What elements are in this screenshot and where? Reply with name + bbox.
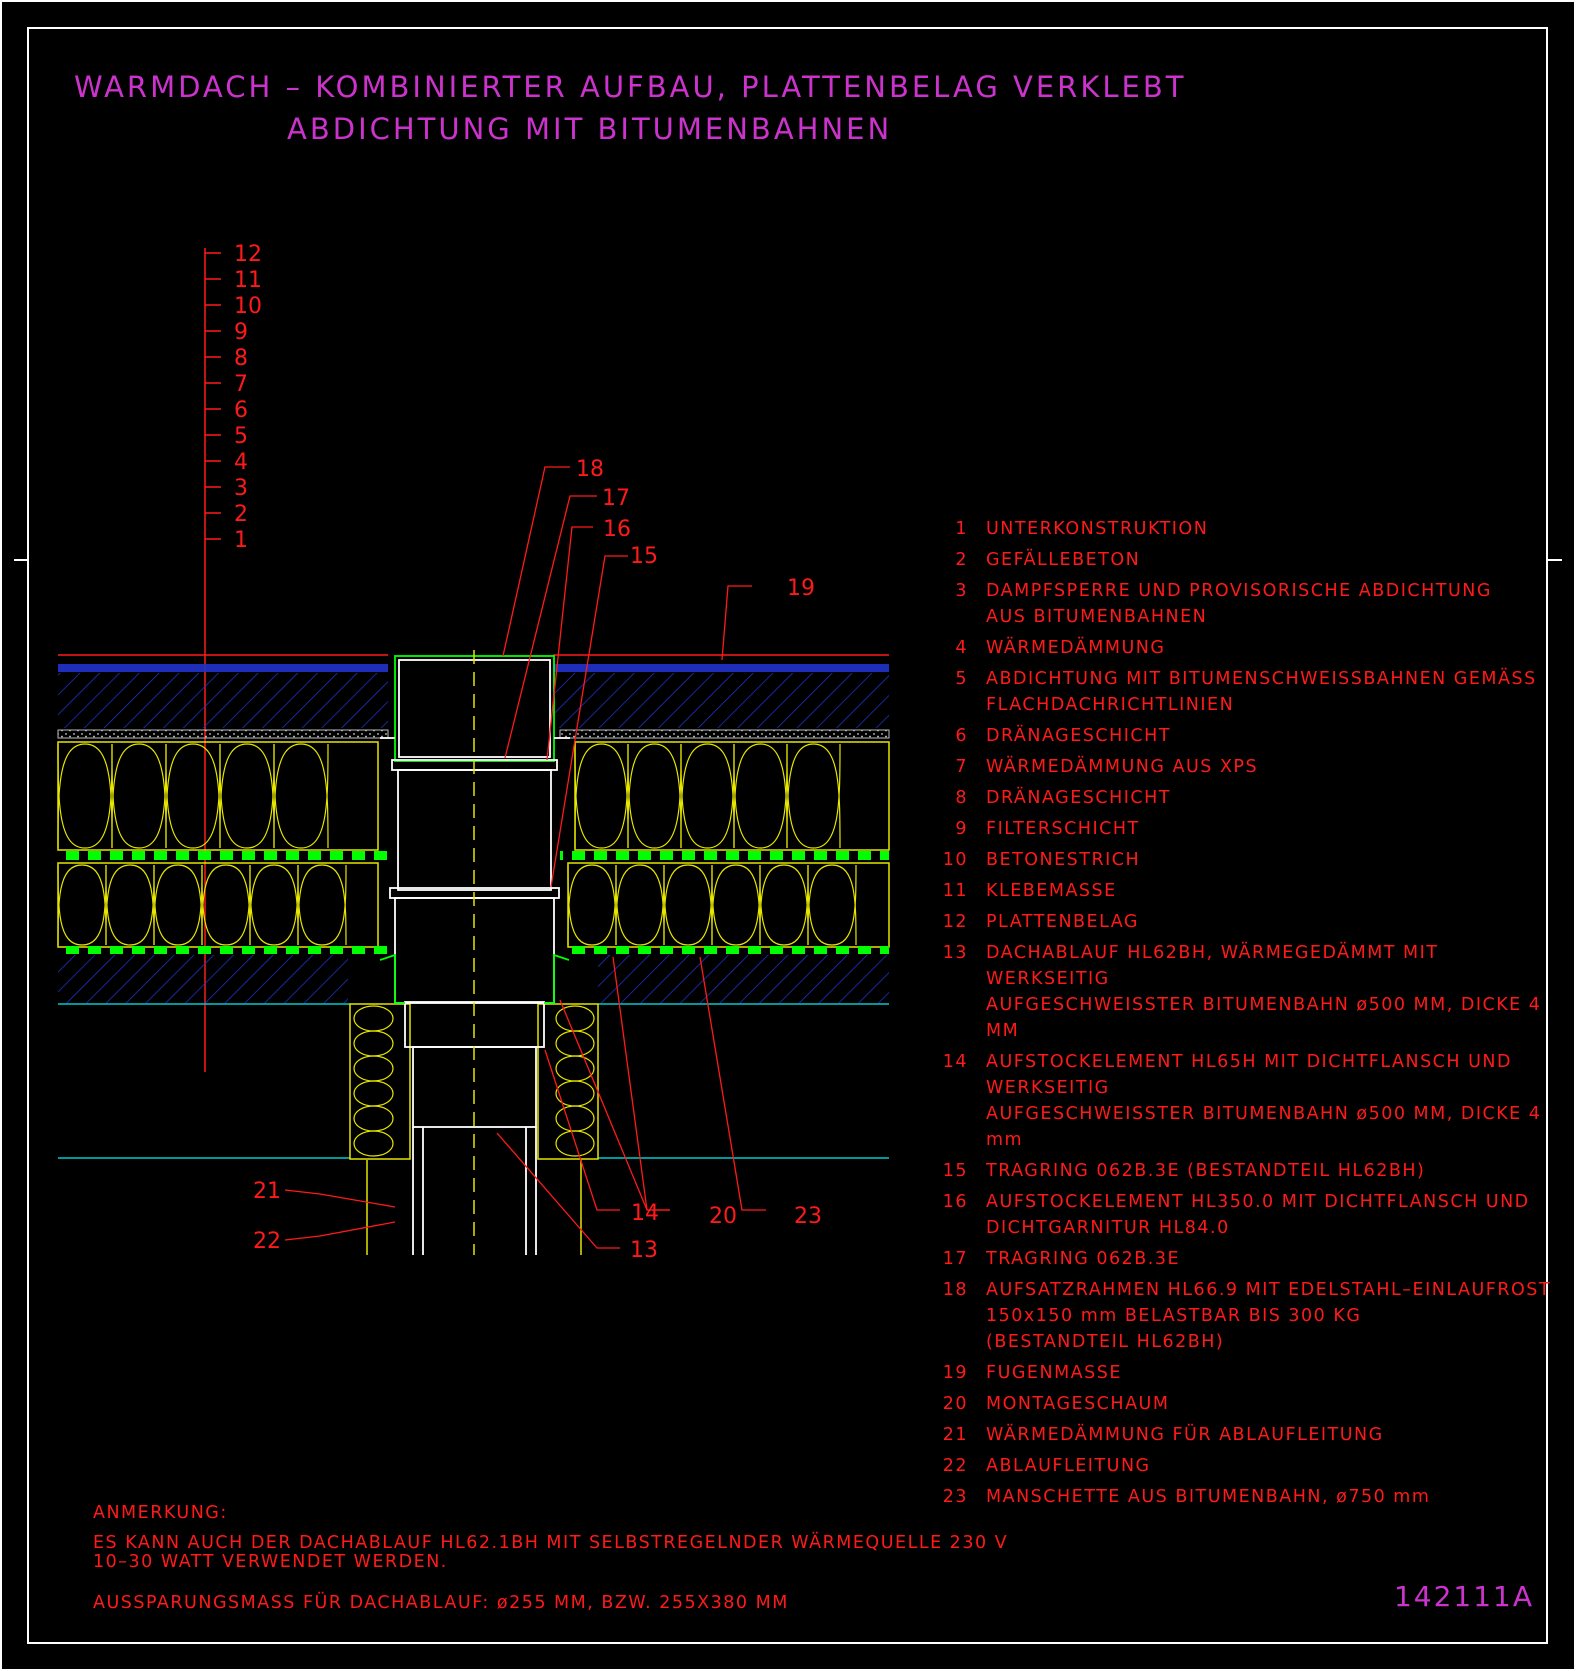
legend-item (920, 1049, 1560, 1153)
legend-text: ABDICHTUNG MIT BITUMENSCHWEISSBAHNEN GEMÄSS FLACHDACHRICHTLINIEN (986, 669, 1537, 715)
insulation-loop (354, 1131, 393, 1156)
callout-19: 19 (787, 576, 815, 601)
legend-item (920, 909, 1560, 935)
legend-item (920, 1391, 1560, 1417)
note-text-2: AUSSPARUNGSMASS FÜR DACHABLAUF: ø255 MM, BZW. 255X380 MM (93, 1593, 789, 1613)
note-text-1: ES KANN AUCH DER DACHABLAUF HL62.1BH MIT SELBSTREGELNDER WÄRMEQUELLE 230 V 10–30 WATT VERWENDET WERDEN. (93, 1533, 1009, 1572)
legend-text: DRÄNAGESCHICHT (986, 788, 1171, 808)
callout-17: 17 (602, 486, 630, 511)
legend-number: 4 (955, 638, 968, 658)
legend-number: 17 (942, 1249, 968, 1269)
callout-23: 23 (794, 1204, 822, 1229)
legend-item (920, 816, 1560, 842)
legend-number: 20 (942, 1394, 968, 1414)
callout-15: 15 (630, 544, 658, 569)
legend-text: TRAGRING 062B.3E (986, 1249, 1181, 1269)
layer-scale-label: 12 (234, 242, 262, 267)
insulation-loop (354, 1006, 393, 1031)
legend-text: WÄRMEDÄMMUNG (986, 638, 1166, 658)
legend-number: 6 (955, 726, 968, 746)
legend-list (920, 516, 1560, 1515)
legend-item (920, 1360, 1560, 1386)
legend-text: WÄRMEDÄMMUNG AUS XPS (986, 757, 1259, 777)
layer-scale-label: 7 (234, 372, 248, 397)
callout-13: 13 (630, 1238, 658, 1263)
drawing-number: 142111A (1393, 1580, 1534, 1613)
legend-number: 23 (942, 1487, 968, 1507)
callout-20: 20 (709, 1204, 737, 1229)
legend-number: 5 (955, 669, 968, 689)
legend-text: MANSCHETTE AUS BITUMENBAHN, ø750 mm (986, 1487, 1431, 1507)
callout-18: 18 (576, 457, 604, 482)
legend-item (920, 1484, 1560, 1510)
legend-item (920, 635, 1560, 661)
legend-text: WÄRMEDÄMMUNG FÜR ABLAUFLEITUNG (986, 1425, 1384, 1445)
insulation-loop (354, 1106, 393, 1131)
legend-number: 12 (942, 912, 968, 932)
insulation-loop (354, 1081, 393, 1106)
legend-item (920, 1246, 1560, 1272)
legend-text: DAMPFSPERRE UND PROVISORISCHE ABDICHTUNG AUS BITUMENBAHNEN (986, 581, 1492, 627)
legend-item (920, 578, 1560, 630)
legend-text: BETONESTRICH (986, 850, 1141, 870)
legend-number: 8 (955, 788, 968, 808)
legend-number: 15 (942, 1161, 968, 1181)
legend-text: ABLAUFLEITUNG (986, 1456, 1151, 1476)
legend-number: 21 (942, 1425, 968, 1445)
layer-scale-label: 2 (234, 502, 248, 527)
legend-item (920, 516, 1560, 542)
drainage-layer-left (58, 851, 388, 860)
legend-item (920, 754, 1560, 780)
note-heading: ANMERKUNG: (93, 1503, 228, 1523)
pipe-insulation (350, 1004, 598, 1255)
legend-number: 3 (955, 581, 968, 601)
layer-scale-label: 9 (234, 320, 248, 345)
legend-item (920, 847, 1560, 873)
legend-text: GEFÄLLEBETON (986, 550, 1141, 570)
legend-text: KLEBEMASSE (986, 881, 1117, 901)
legend-item (920, 785, 1560, 811)
legend-number: 11 (942, 881, 968, 901)
legend-item (920, 1189, 1560, 1241)
drain-body (380, 656, 570, 1255)
legend-item (920, 1277, 1560, 1355)
legend-text: AUFSTOCKELEMENT HL65H MIT DICHTFLANSCH UND WERKSEITIG AUFGESCHWEISSTER BITUMENBAHN ø500 MM, DICKE 4 mm (986, 1052, 1542, 1150)
legend-text: PLATTENBELAG (986, 912, 1139, 932)
legend-item (920, 666, 1560, 718)
callout-14: 14 (631, 1201, 659, 1226)
layer-scale-label: 8 (234, 346, 248, 371)
layer-scale-label: 4 (234, 450, 248, 475)
drainage-layer-right (560, 851, 889, 860)
legend-number: 22 (942, 1456, 968, 1476)
legend-text: TRAGRING 062B.3E (BESTANDTEIL HL62BH) (986, 1161, 1426, 1181)
legend-number: 14 (942, 1052, 968, 1072)
legend-item (920, 1422, 1560, 1448)
xps-insulation-upper-left (58, 742, 378, 850)
insulation-loop (556, 1006, 594, 1031)
layer-scale-label: 1 (234, 528, 248, 553)
legend-number: 7 (955, 757, 968, 777)
legend-item (920, 940, 1560, 1044)
legend-text: DACHABLAUF HL62BH, WÄRMEGEDÄMMT MIT WERKSEITIG AUFGESCHWEISSTER BITUMENBAHN ø500 MM, DICKE 4 MM (986, 943, 1542, 1041)
legend-number: 16 (942, 1192, 968, 1212)
legend-text: UNTERKONSTRUKTION (986, 519, 1209, 539)
legend-number: 2 (955, 550, 968, 570)
legend-number: 1 (955, 519, 968, 539)
legend-number: 19 (942, 1363, 968, 1383)
legend-text: AUFSATZRAHMEN HL66.9 MIT EDELSTAHL–EINLAUFROST 150x150 mm BELASTBAR BIS 300 KG (BESTANDTEIL HL62BH) (986, 1280, 1552, 1352)
legend-text: MONTAGESCHAUM (986, 1394, 1170, 1414)
insulation-loop (556, 1106, 594, 1131)
legend-number: 9 (955, 819, 968, 839)
legend-item (920, 878, 1560, 904)
legend-item (920, 547, 1560, 573)
legend-item (920, 723, 1560, 749)
xps-insulation-upper-right (575, 742, 889, 850)
insulation-loop (354, 1031, 393, 1056)
callout-22: 22 (253, 1229, 281, 1254)
drawing-title-line-2: ABDICHTUNG MIT BITUMENBAHNEN (287, 112, 893, 146)
layer-scale-label: 3 (234, 476, 248, 501)
layer-scale-label: 10 (234, 294, 262, 319)
legend-number: 18 (942, 1280, 968, 1300)
legend-text: FILTERSCHICHT (986, 819, 1140, 839)
layer-scale-label: 5 (234, 424, 248, 449)
callout-21: 21 (253, 1179, 281, 1204)
legend-item (920, 1158, 1560, 1184)
layer-scale-label: 6 (234, 398, 248, 423)
insulation-loop (354, 1056, 393, 1081)
sloped-concrete-right (598, 955, 889, 1003)
sloped-concrete-left (58, 955, 348, 1003)
legend-number: 13 (942, 943, 968, 963)
legend-item (920, 1453, 1560, 1479)
drawing-title-line-1: WARMDACH – KOMBINIERTER AUFBAU, PLATTENBELAG VERKLEBT (74, 70, 1187, 104)
legend-text: DRÄNAGESCHICHT (986, 726, 1171, 746)
layer-scale-label: 11 (234, 268, 262, 293)
legend-number: 10 (942, 850, 968, 870)
legend-text: FUGENMASSE (986, 1363, 1122, 1383)
legend-text: AUFSTOCKELEMENT HL350.0 MIT DICHTFLANSCH UND DICHTGARNITUR HL84.0 (986, 1192, 1530, 1238)
callout-16: 16 (603, 517, 631, 542)
